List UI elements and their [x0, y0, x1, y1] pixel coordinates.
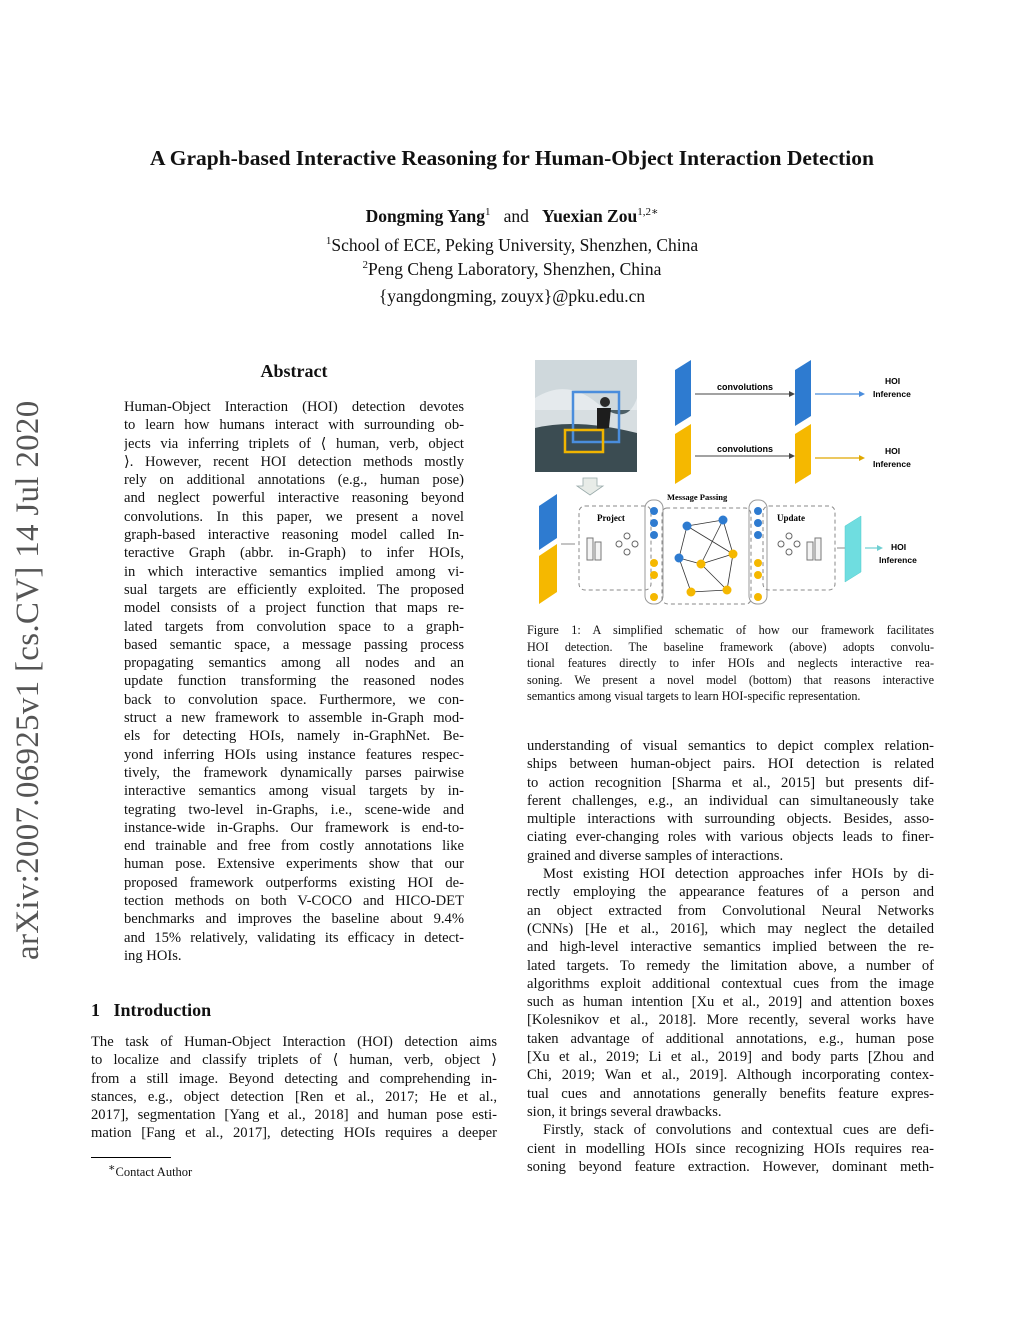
arxiv-stamp: arXiv:2007.06925v1 [cs.CV] 14 Jul 2020 — [10, 400, 46, 960]
text-line: interactive semantics among visual targets by in- — [124, 783, 464, 800]
text-line: graph-based interactive reasoning model called In- — [124, 527, 464, 544]
text-line: [Kolesnikov et al., 2018]. More recently, several works have — [527, 1012, 934, 1029]
text-line: such as human intention [Xu et al., 2019] and attention boxes — [527, 994, 934, 1011]
text-line: jects via inferring triplets of ⟨ human, verb, object — [124, 435, 464, 452]
text-line: (CNNs) [He et al., 2016], which may neglect the detailed — [527, 920, 934, 937]
text-line: semantics among visual targets to learn HOI-specific representation. — [527, 689, 861, 704]
affiliation-2 — [0, 259, 1024, 280]
text-line: model consists of a project function that maps re- — [124, 600, 464, 617]
text-line: struct a new framework to assemble in-Graph mod- — [124, 710, 464, 727]
text-line: rely on additional annotations (e.g., human pose) — [124, 472, 464, 489]
label-hoi2a: HOI — [885, 446, 901, 456]
label-update: Update — [777, 513, 806, 523]
text-line: Most existing HOI detection approaches infer HOIs by di- — [543, 866, 934, 883]
text-line: algorithms exploit additional contextual cues from the image — [527, 975, 934, 992]
in-graph-model — [539, 492, 917, 604]
text-line: end trainable and free from costly annotations like — [124, 838, 464, 855]
figure-schematic — [527, 358, 937, 620]
text-line: tional features directly to infer HOIs and neglects interactive rea- — [527, 656, 934, 671]
text-line: ing HOIs. — [124, 947, 182, 964]
text-line: ⟩. However, recent HOI detection methods mostly — [124, 453, 464, 470]
text-line: The task of Human-Object Interaction (HOI) detection aims — [91, 1034, 497, 1050]
author-1-sup: 1 — [485, 206, 491, 218]
label-hoi2b: Inference — [873, 459, 911, 469]
label-conv2: convolutions — [717, 444, 773, 454]
text-line: based semantic space, a message passing process — [124, 636, 464, 653]
text-line: ferent challenges, e.g., an individual can simultaneously take — [527, 792, 934, 809]
right-column-body — [527, 737, 934, 1176]
text-line: ships between human-object pairs. HOI detection is related — [527, 756, 934, 773]
baseline-bottom-branch — [675, 424, 911, 484]
text-line: to action recognition [Sharma et al., 2015] but presents dif- — [527, 774, 934, 791]
text-line: soning beyond feature extraction. However, dominant meth- — [527, 1158, 934, 1175]
text-line: HOI detection. The baseline framework (above) adopts convolu- — [527, 639, 934, 654]
text-line: 2017], segmentation [Yang et al., 2018] and human pose esti- — [91, 1107, 497, 1124]
text-line: grained and diverse samples of interactions. — [527, 847, 784, 864]
footnote — [108, 1161, 192, 1180]
label-project: Project — [597, 513, 625, 523]
label-message: Message Passing — [667, 492, 728, 502]
text-line: tegrating two-level in-Graphs, i.e., scene-wide and — [124, 801, 464, 818]
abstract-heading: Abstract — [260, 361, 328, 381]
text-line: and neglect powerful interactive reasoning beyond — [124, 490, 464, 507]
text-line: sual targets are efficiently exploited. The proposed — [124, 581, 464, 598]
intro-body — [91, 1033, 497, 1143]
author-line — [0, 205, 1024, 227]
text-line: to learn how humans interact with surrounding ob- — [124, 417, 464, 434]
text-line: Chi, 2019; Wan et al., 2019]. Although incorporating contex- — [527, 1067, 934, 1084]
text-line: yond inferring HOIs using instance features respec- — [124, 746, 464, 763]
intro-heading-text: Introduction — [113, 1000, 212, 1020]
label-hoi3a: HOI — [891, 542, 907, 552]
text-line: in which interactive semantics implied among vi- — [124, 563, 464, 580]
label-conv1: convolutions — [717, 382, 773, 392]
text-line: Human-Object Interaction (HOI) detection devotes — [124, 399, 464, 415]
footnote-text: Contact Author — [115, 1165, 193, 1180]
down-arrow-icon — [577, 478, 603, 495]
surf-photo — [535, 360, 637, 472]
author-and: and — [503, 205, 529, 226]
text-line: back to convolution space. Furthermore, we con- — [124, 691, 464, 708]
label-hoi1a: HOI — [885, 376, 901, 386]
text-line: tection methods on both V-COCO and HICO-DET — [124, 893, 464, 910]
text-line: and high-level interactive semantics implied between the re- — [527, 939, 934, 956]
baseline-top-branch — [675, 360, 911, 426]
text-line: tively, the framework dynamically parses pairwise — [124, 764, 464, 781]
label-hoi1b: Inference — [873, 389, 911, 399]
text-line: from a still image. Beyond detecting and comprehending in- — [91, 1070, 497, 1087]
author-2: Yuexian Zou — [542, 205, 638, 226]
text-line: understanding of visual semantics to depict complex relation- — [527, 738, 934, 754]
text-line: to localize and classify triplets of ⟨ human, verb, object ⟩ — [91, 1052, 497, 1069]
text-line: stances, e.g., object detection [Ren et al., 2017; He et al., — [91, 1088, 497, 1105]
paper-title: A Graph-based Interactive Reasoning for Human-Object Interaction Detection — [150, 146, 874, 170]
figure-1 — [527, 358, 937, 620]
intro-heading — [91, 1000, 211, 1021]
text-line: instance-wide in-Graphs. Our framework is end-to- — [124, 819, 464, 836]
label-hoi3b: Inference — [879, 555, 917, 565]
text-line: cient in modelling HOIs since recognizing HOIs requires rea- — [527, 1140, 934, 1157]
text-line: teractive Graph (abbr. in-Graph) to infer HOIs, — [124, 545, 464, 562]
text-line: [Xu et al., 2019; Li et al., 2019] and body parts [Zhou and — [527, 1049, 934, 1066]
text-line: an object extracted from Convolutional Neural Networks — [527, 902, 934, 919]
text-line: lated targets from convolution space to a graph- — [124, 618, 464, 635]
text-line: propagating semantics among all nodes and an — [124, 655, 464, 672]
text-line: multiple interactions with surrounding objects. Besides, asso- — [527, 811, 934, 828]
text-line: taken advantage of additional annotations, e.g., human pose — [527, 1030, 934, 1047]
aff2-sup: 2 — [362, 259, 369, 272]
text-line: proposed framework outperforms existing HOI de- — [124, 874, 464, 891]
aff1-text: School of ECE, Peking University, Shenzhen, China — [331, 235, 699, 255]
author-2-sup: 1,2∗ — [637, 206, 659, 218]
text-line: human pose. Extensive experiments show that our — [124, 856, 464, 873]
email: {yangdongming, zouyx}@pku.edu.cn — [378, 286, 646, 306]
abstract-body — [124, 398, 464, 965]
text-line: and 15% relatively, validating its efficacy in detect- — [124, 929, 464, 946]
author-1: Dongming Yang — [365, 205, 486, 226]
footnote-rule — [91, 1157, 171, 1158]
intro-heading-num: 1 — [91, 1000, 100, 1020]
text-line: els for detecting HOIs, namely in-GraphNet. Be- — [124, 728, 464, 745]
text-line: tual cues and annotations generally benefits feature expres- — [527, 1085, 934, 1102]
text-line: benchmarks and improves the baseline about 9.4% — [124, 911, 464, 928]
text-line: soning. We present a novel model (bottom) that reasons interactive — [527, 672, 934, 687]
text-line: ciating ever-changing roles with various objects leads to finer- — [527, 829, 934, 846]
text-line: Figure 1: A simplified schematic of how our framework facilitates — [527, 623, 934, 637]
text-line: lated targets. To remedy the limitation above, a number of — [527, 957, 934, 974]
text-line: update function transforming the reasoned nodes — [124, 673, 464, 690]
text-line: rectly employing the appearance features of a person and — [527, 884, 934, 901]
text-line: mation [Fang et al., 2017], detecting HOIs requires a deeper — [91, 1125, 497, 1142]
text-line: Firstly, stack of convolutions and contextual cues are defi- — [543, 1122, 934, 1139]
figure-1-caption — [527, 622, 934, 705]
aff1-sup: 1 — [325, 235, 332, 248]
footnote-mark: ∗ — [108, 1162, 116, 1174]
aff2-text: Peng Cheng Laboratory, Shenzhen, China — [368, 259, 662, 279]
affiliation-1 — [0, 235, 1024, 256]
text-line: sion, it brings several drawbacks. — [527, 1103, 722, 1120]
text-line: convolutions. In this paper, we present a novel — [124, 508, 464, 525]
